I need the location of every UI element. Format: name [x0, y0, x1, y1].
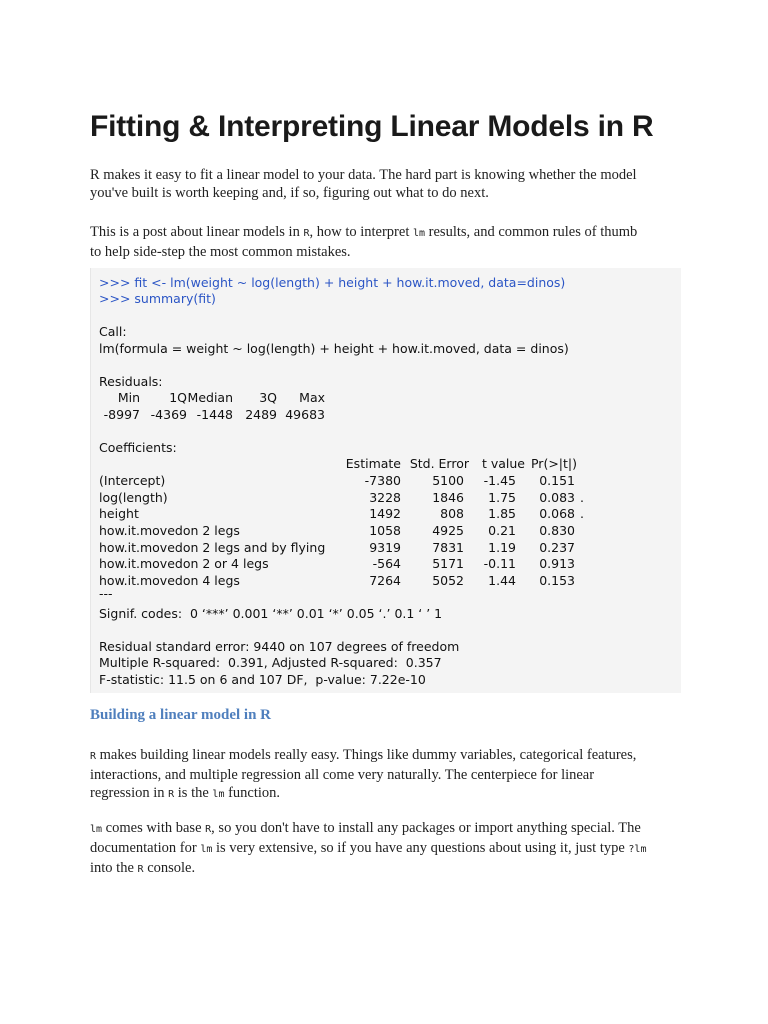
coef-header-p-value: Pr(>|t|) [530, 456, 577, 471]
code-prompt-fit: >>> fit <- lm(weight ~ log(length) + height + how.it.moved, data=dinos) [99, 275, 566, 290]
coef-t-value: 1.19 [488, 540, 516, 555]
residual-value-1q: -4369 [150, 407, 187, 422]
inline-code-lm: lm [90, 824, 103, 835]
coef-header-t-value: t value [481, 456, 525, 471]
coef-p-value: 0.068 [539, 506, 575, 521]
inline-code-r: R [168, 789, 175, 800]
lm-text: is very extensive, so if you have any questions about using it, just type [212, 840, 629, 856]
lm-text: , so you don't have to install any packages or import anything special. The [211, 820, 641, 836]
f-statistic: F-statistic: 11.5 on 6 and 107 DF, p-value: 7.22e-10 [99, 672, 426, 687]
residual-header-median: Median [187, 390, 233, 405]
section-heading: Building a linear model in R [90, 707, 272, 723]
coef-estimate: -564 [372, 556, 401, 571]
coef-name: how.it.movedon 2 legs [99, 523, 240, 538]
coef-name: height [99, 506, 139, 521]
intro-paragraph [90, 166, 680, 202]
building-text: is the [174, 785, 213, 801]
building-paragraph [90, 746, 680, 804]
residual-header-max: Max [299, 390, 325, 405]
lm-text: into the [90, 860, 138, 876]
code-prompt-summary: >>> summary(fit) [99, 291, 216, 306]
coef-p-value: 0.083 [539, 490, 575, 505]
residual-value-min: -8997 [103, 407, 140, 422]
coef-std-error: 5052 [432, 573, 464, 588]
residual-value-max: 49683 [285, 407, 325, 422]
coef-t-value: 1.85 [488, 506, 516, 521]
building-text: regression in [90, 785, 169, 801]
lm-text: comes with base [102, 820, 206, 836]
post-line-2: to help side-step the most common mistakes. [90, 244, 351, 260]
residual-value-3q: 2489 [245, 407, 277, 422]
code-separator: --- [99, 586, 113, 601]
coef-estimate: -7380 [364, 473, 401, 488]
lm-line-3 [90, 859, 680, 879]
intro-line-2: you've built is worth keeping and, if so, figuring out what to do next. [90, 185, 489, 201]
coef-t-value: -0.11 [483, 556, 516, 571]
coef-t-value: -1.45 [483, 473, 516, 488]
coef-header-estimate: Estimate [345, 456, 401, 471]
coef-std-error: 7831 [432, 540, 464, 555]
building-line-1 [90, 746, 680, 766]
coefficients-label: Coefficients: [99, 440, 177, 455]
residual-value-median: -1448 [196, 407, 233, 422]
r-output-code-block [90, 268, 681, 693]
r-squared: Multiple R-squared: 0.391, Adjusted R-squared: 0.357 [99, 655, 442, 670]
residuals-label: Residuals: [99, 374, 163, 389]
coef-t-value: 0.21 [488, 523, 516, 538]
coef-estimate: 9319 [369, 540, 401, 555]
coef-signif: . [580, 506, 584, 521]
page-title: Fitting & Interpreting Linear Models in R [90, 110, 654, 143]
coef-name: how.it.movedon 4 legs [99, 573, 240, 588]
post-text: , how to interpret [309, 224, 413, 240]
coef-estimate: 1492 [369, 506, 401, 521]
building-line-3 [90, 784, 680, 804]
building-text: makes building linear models really easy. Things like dummy variables, categorical features, [96, 747, 637, 763]
residual-standard-error: Residual standard error: 9440 on 107 degrees of freedom [99, 639, 460, 654]
coef-std-error: 4925 [432, 523, 464, 538]
intro-line-1: R makes it easy to fit a linear model to your data. The hard part is knowing whether the model [90, 167, 637, 183]
residual-header-min: Min [117, 390, 140, 405]
inline-code-r: R [90, 751, 97, 762]
inline-code-lm: lm [212, 789, 225, 800]
coef-estimate: 3228 [369, 490, 401, 505]
post-description-paragraph [90, 223, 680, 261]
coef-signif: . [580, 490, 584, 505]
inline-code-help-lm: ?lm [628, 844, 647, 855]
coef-estimate: 7264 [369, 573, 401, 588]
coef-name: how.it.movedon 2 legs and by flying [99, 540, 326, 555]
post-text: This is a post about linear models in [90, 224, 304, 240]
coef-std-error: 1846 [432, 490, 464, 505]
coef-t-value: 1.75 [488, 490, 516, 505]
coef-p-value: 0.237 [539, 540, 575, 555]
lm-line-2 [90, 839, 680, 859]
lm-paragraph [90, 819, 680, 879]
coef-header-std-error: Std. Error [409, 456, 469, 471]
call-label: Call: [99, 324, 127, 339]
lm-line-1 [90, 819, 680, 839]
building-line-2: interactions, and multiple regression all come very naturally. The centerpiece for linear [90, 767, 595, 783]
coef-estimate: 1058 [369, 523, 401, 538]
coef-std-error: 5100 [432, 473, 464, 488]
signif-codes: Signif. codes: 0 ‘***’ 0.001 ‘**’ 0.01 ‘*’ 0.05 ‘.’ 0.1 ‘ ’ 1 [99, 606, 443, 621]
building-text: function. [224, 785, 281, 801]
coef-p-value: 0.153 [539, 573, 575, 588]
coef-p-value: 0.830 [539, 523, 575, 538]
coef-name: log(length) [99, 490, 168, 505]
coef-p-value: 0.151 [539, 473, 575, 488]
residual-header-3q: 3Q [259, 390, 277, 405]
coef-std-error: 5171 [432, 556, 464, 571]
inline-code-lm: lm [412, 228, 426, 239]
coef-name: how.it.movedon 2 or 4 legs [99, 556, 269, 571]
coef-std-error: 808 [440, 506, 464, 521]
inline-code-r: R [205, 824, 212, 835]
residual-header-1q: 1Q [169, 390, 187, 405]
coef-t-value: 1.44 [488, 573, 516, 588]
coef-name: (Intercept) [99, 473, 166, 488]
coef-p-value: 0.913 [539, 556, 575, 571]
inline-code-r: R [303, 228, 310, 239]
post-line-1 [90, 223, 680, 243]
inline-code-r: R [137, 864, 144, 875]
lm-text: documentation for [90, 840, 201, 856]
inline-code-lm: lm [200, 844, 213, 855]
post-text: results, and common rules of thumb [425, 224, 638, 240]
lm-text: console. [143, 860, 196, 876]
call-formula: lm(formula = weight ~ log(length) + height + how.it.moved, data = dinos) [99, 341, 569, 356]
